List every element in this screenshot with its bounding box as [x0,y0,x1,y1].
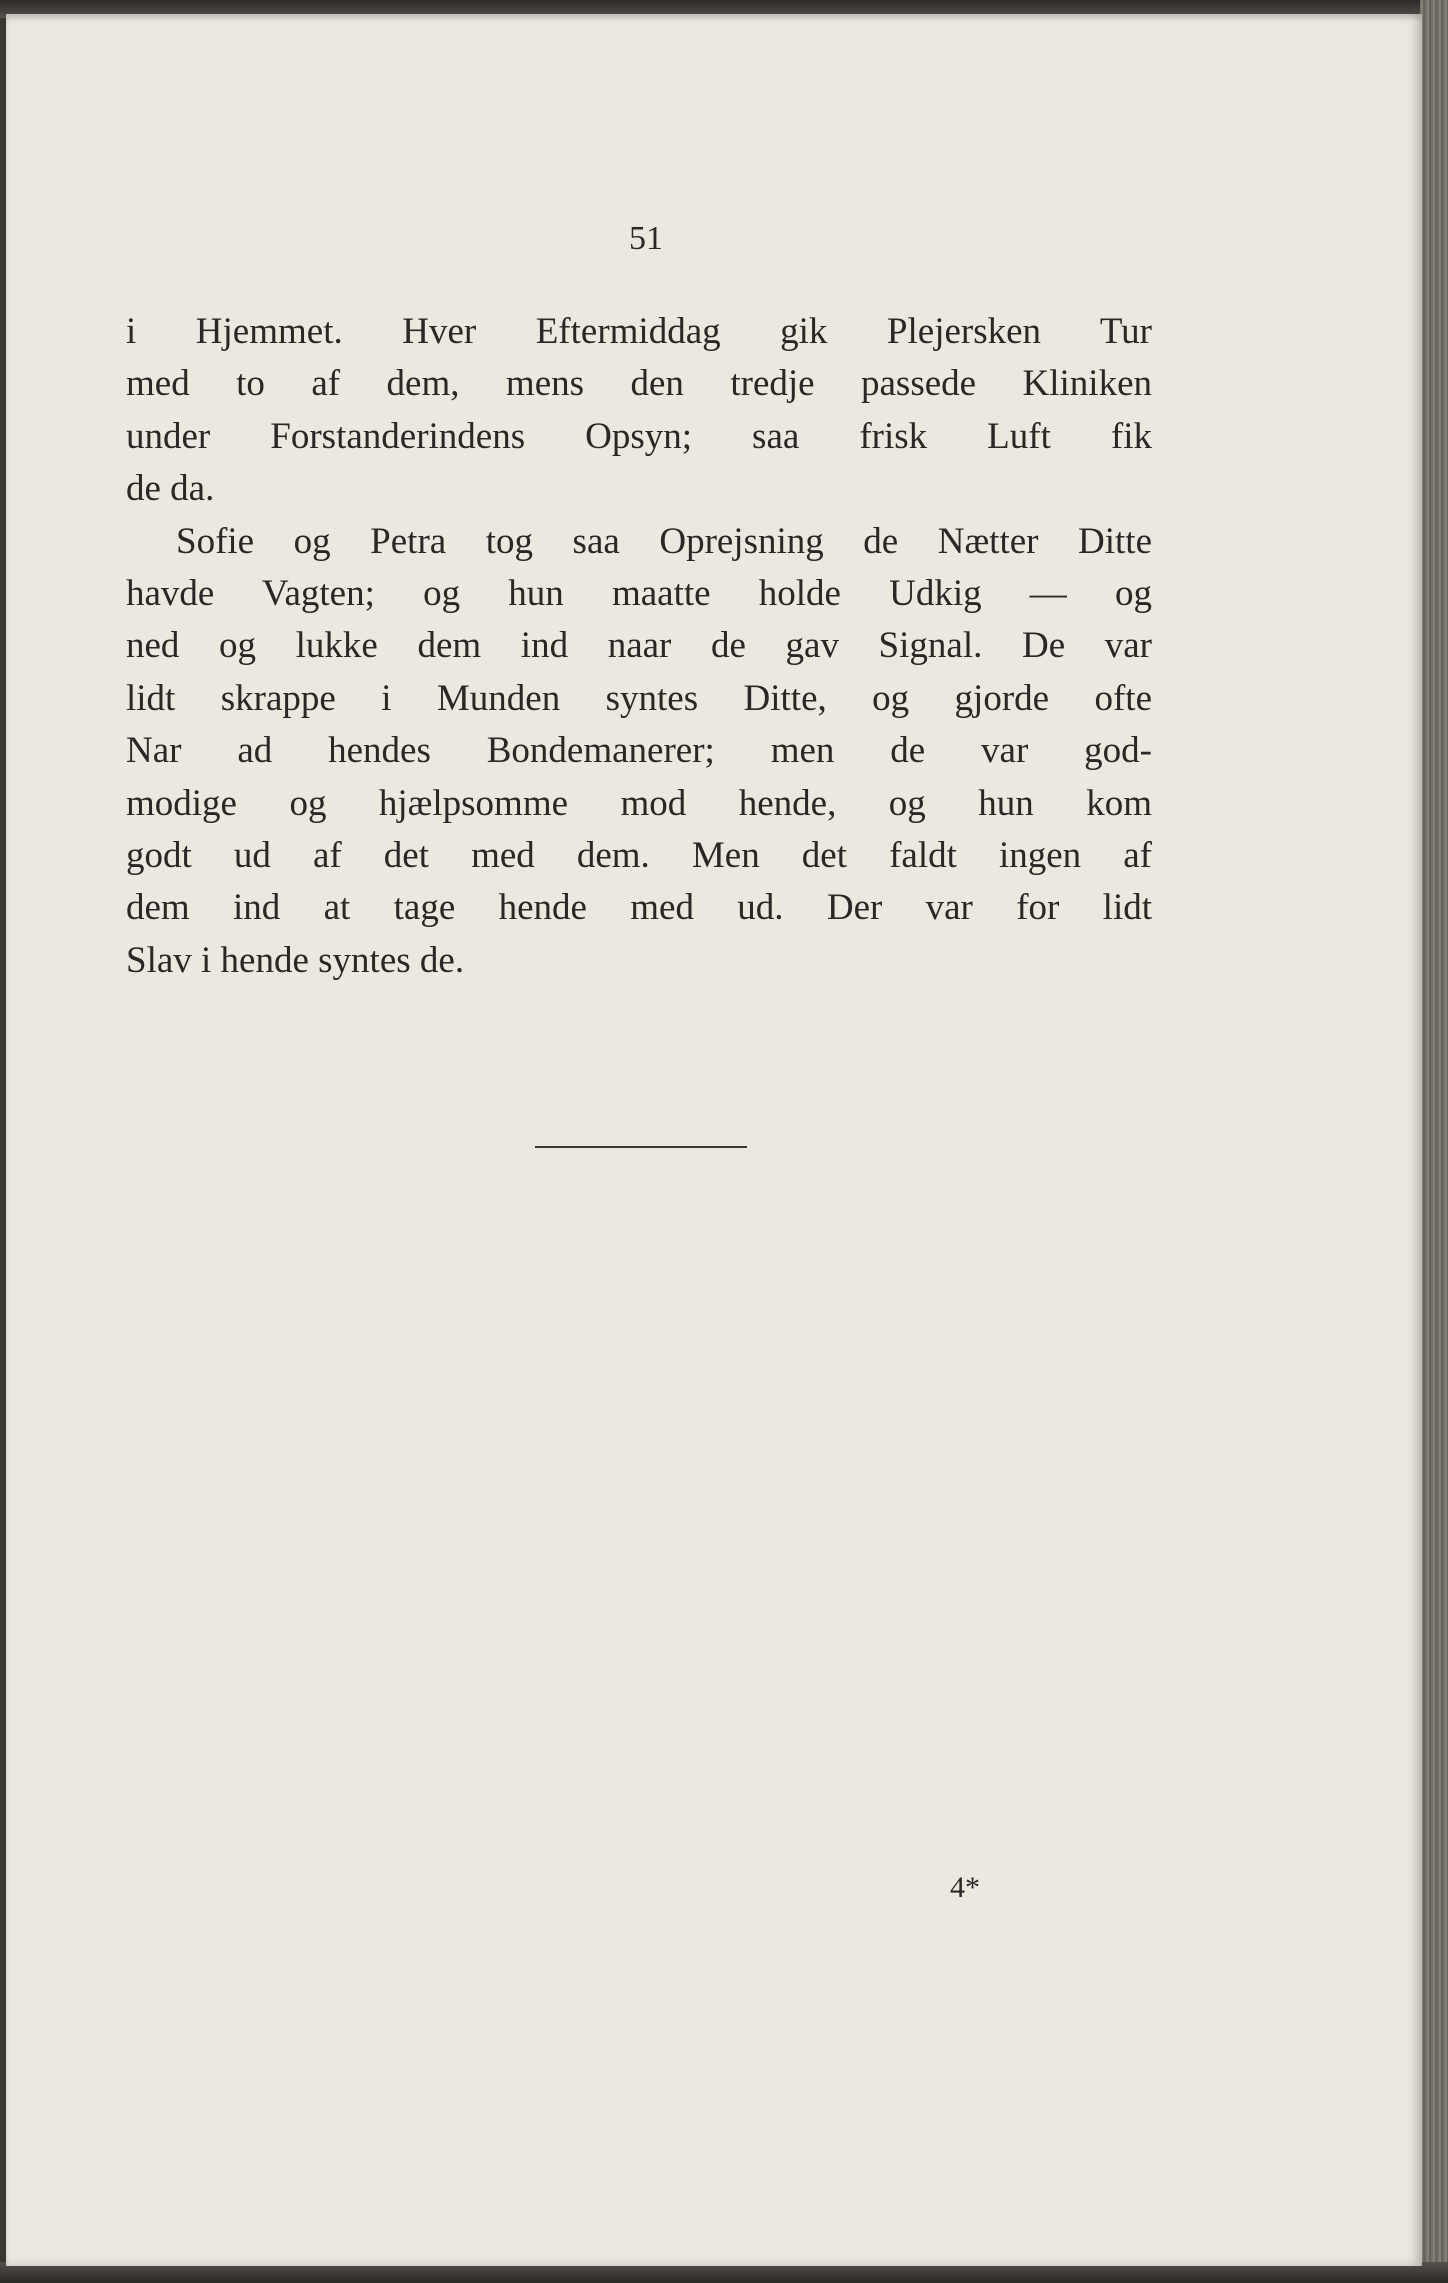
text-line: godt ud af det med dem. Men det faldt ingen af [126,835,1152,877]
book-page-edges [1420,0,1448,2283]
paragraph [126,516,1152,988]
text-line: modige og hjælpsomme mod hende, og hun kom [126,782,1152,824]
body-text [126,306,1152,987]
text-line: i Hjemmet. Hver Eftermiddag gik Plejersken Tur [126,311,1152,352]
section-divider [535,1146,747,1148]
text-line: Sofie og Petra tog saa Oprejsning de Nætter Ditte [176,520,1152,562]
text-line: lidt skrappe i Munden syntes Ditte, og gjorde ofte [126,677,1152,719]
paragraph [126,306,1152,516]
text-line: dem ind at tage hende med ud. Der var for lidt [126,887,1152,929]
text-line: havde Vagten; og hun maatte holde Udkig — og [126,573,1152,615]
text-line: Nar ad hendes Bondemanerer; men de var god- [126,730,1152,772]
book-page [6,14,1422,2266]
text-line: ned og lukke dem ind naar de gav Signal. De var [126,625,1152,667]
page-number: 51 [629,220,663,257]
text-line: under Forstanderindens Opsyn; saa frisk Luft fik [126,415,1152,457]
text-line: med to af dem, mens den tredje passede Kliniken [126,363,1152,405]
text-line: Slav i hende syntes de. [126,939,465,981]
text-line: de da. [126,468,215,510]
signature-mark: 4* [950,1871,980,1904]
